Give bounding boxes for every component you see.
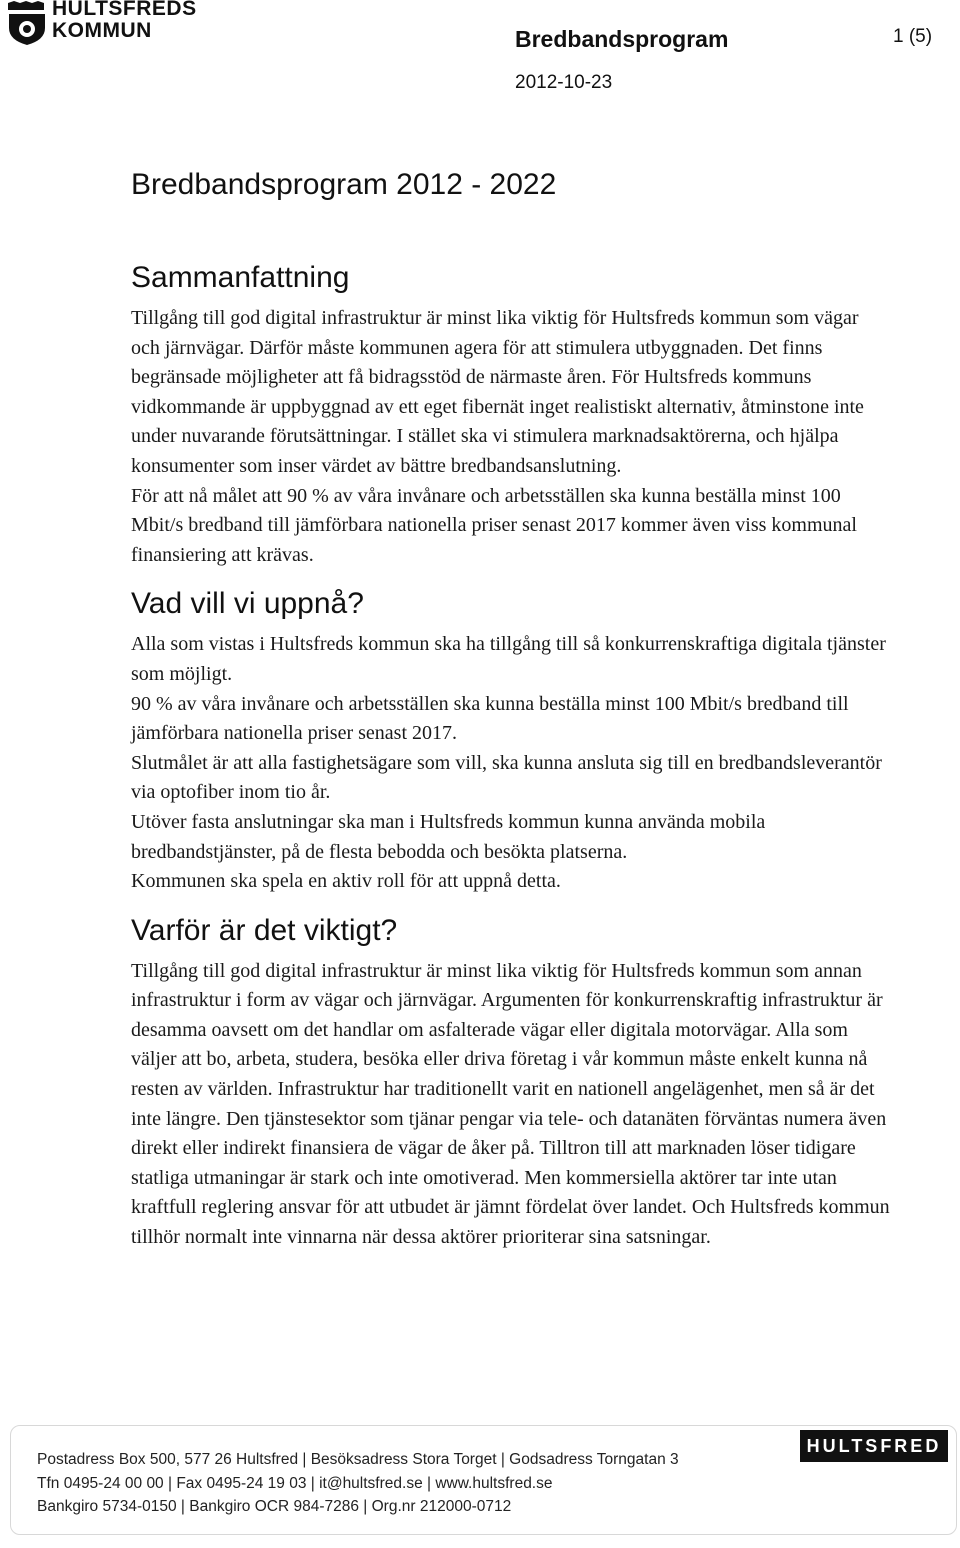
document-body bbox=[131, 165, 891, 1253]
footer-bank-line: Bankgiro 5734-0150 | Bankgiro OCR 984-7286 | Org.nr 212000-0712 bbox=[37, 1498, 512, 1515]
footer-contact-box bbox=[10, 1425, 957, 1535]
paragraph: 90 % av våra invånare och arbetsställen ska kunna beställa minst 100 Mbit/s bredband till jämförbara nationella priser senast 2017. bbox=[131, 692, 849, 745]
logo-wordmark: HULTSFREDS KOMMUN bbox=[52, 0, 197, 42]
paragraph: För att nå målet att 90 % av våra invånare och arbetsställen ska kunna beställa minst 100 Mbit/s bredband till jämförbara nationella priser senast 2017 kommer även viss kommunal finansiering att krävas. bbox=[131, 484, 857, 566]
section-heading-varfor-ar-det-viktigt: Varför är det viktigt? bbox=[131, 913, 398, 947]
paragraph: Alla som vistas i Hultsfreds kommun ska ha tillgång till så konkurrenskraftiga digitala tjänster som möjligt. bbox=[131, 633, 886, 685]
municipality-logo bbox=[6, 0, 197, 48]
footer-logo: HULTSFRED bbox=[800, 1430, 948, 1462]
header-page-number: 1 (5) bbox=[893, 26, 933, 47]
paragraph: Utöver fasta anslutningar ska man i Hultsfreds kommun kunna använda mobila bredbandstjänster, på de flesta bebodda och besökta platserna. bbox=[131, 810, 766, 863]
footer-contact-line: Tfn 0495-24 00 00 | Fax 0495-24 19 03 | it@hultsfred.se | www.hultsfred.se bbox=[37, 1474, 553, 1492]
header-doc-title: Bredbandsprogram bbox=[515, 26, 729, 52]
section-heading-vad-vill-vi-uppna: Vad vill vi uppnå? bbox=[131, 587, 364, 621]
paragraph: Kommunen ska spela en aktiv roll för att uppnå detta. bbox=[131, 870, 561, 893]
document-title: Bredbandsprogram 2012 - 2022 bbox=[131, 168, 557, 201]
coat-of-arms-icon bbox=[6, 0, 48, 46]
paragraph: Slutmålet är att alla fastighetsägare som vill, ska kunna ansluta sig till en bredbandsleverantör via optofiber inom tio år. bbox=[131, 751, 882, 804]
paragraph: Tillgång till god digital infrastruktur är minst lika viktig för Hultsfreds kommun som vägar och järnvägar. Därför måste kommunen agera för att stimulera utbyggnaden. Det finns begränsade möjligheter att få bidragsstöd de närmaste åren. För Hultsfreds kommuns vidkommande är uppbyggnad av ett eget fibernät inget realistiskt alternativ, åtminstone inte under nuvarande förutsättningar. I stället ska vi stimulera marknadsaktörerna, och hjälpa konsumenter som inser värdet av bättre bredbandsanslutning. bbox=[131, 307, 864, 477]
paragraph: Tillgång till god digital infrastruktur är minst lika viktig för Hultsfreds kommun som annan infrastruktur i form av vägar och järnvägar. Argumenten för konkurrenskraftig infrastruktur är desamma oavsett om det handlar om asfalterade vägar eller digitala motorvägar. Alla som väljer att bo, arbeta, studera, besöka eller driva företag i vår kommun måste enkelt kunna nå resten av världen. Infrastruktur har traditionellt varit en nationell angelägenhet, men så är det inte längre. Den tjänstesektor som tjänar pengar via tele- och datanäten förväntas numera även direkt eller indirekt finansiera de vägar de åker på. Tilltron till att marknaden löser tidigare statliga utmaningar är stark och inte omotiverad. Men kommersiella aktörer tar inte utan kraftfull reglering ansvar för att utbudet är jämnt fördelat över landet. Och Hultsfreds kommun tillhör normalt inte vinnarna när dessa aktörer prioriterar sina satsningar. bbox=[131, 959, 890, 1249]
footer-address-line: Postadress Box 500, 577 26 Hultsfred | Besöksadress Stora Torget | Godsadress Torngatan 3 bbox=[37, 1451, 679, 1468]
header-date: 2012-10-23 bbox=[515, 72, 613, 93]
footer-contact-lines bbox=[37, 1448, 679, 1519]
section-heading-sammanfattning: Sammanfattning bbox=[131, 261, 350, 294]
